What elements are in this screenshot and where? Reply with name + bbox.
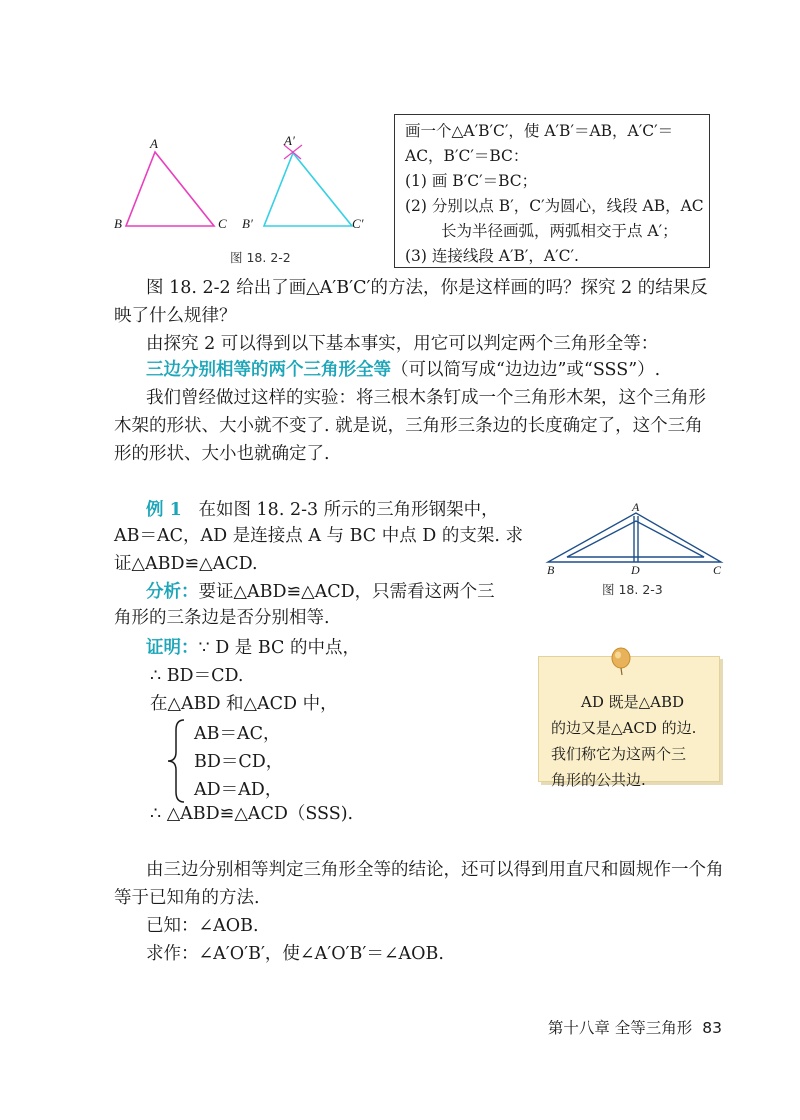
- proof-line-2: ∴ BD＝CD.: [150, 666, 244, 686]
- para4-line-2: 等于已知角的方法.: [114, 888, 260, 908]
- example-line-2: AB＝AC，AD 是连接点 A 与 BC 中点 D 的支架. 求: [114, 526, 524, 546]
- steps-line-3: (1) 画 B′C′＝BC；: [405, 172, 538, 190]
- para1-line-2: 映了什么规律？: [114, 306, 237, 326]
- page-footer: [548, 1016, 722, 1038]
- proof-line-1: [146, 636, 360, 660]
- curly-brace-icon: [158, 716, 188, 806]
- para3-line-1: 我们曾经做过这样的实验：将三根木条钉成一个三角形木架，这个三角形: [146, 388, 706, 408]
- sss-fact-highlight: 三边分别相等的两个三角形全等: [146, 360, 391, 380]
- para3-line-2: 木架的形状、大小就不变了. 就是说，三角形三条边的长度确定了，这个三角: [114, 416, 703, 436]
- proof-text-1: ∵ D 是 BC 的中点，: [198, 638, 360, 658]
- note-line-3: 我们称它为这两个三: [551, 745, 687, 763]
- note-line-4: 角形的公共边.: [551, 771, 646, 789]
- label-c: C: [218, 216, 227, 231]
- example-text-1: 在如图 18. 2-3 所示的三角形钢架中，: [198, 500, 499, 520]
- steps-line-6: (3) 连接线段 A′B′，A′C′.: [405, 247, 579, 265]
- proof-label: 证明：: [146, 638, 199, 658]
- sss-fact-rest: （可以简写成“边边边”或“SSS”）.: [391, 360, 661, 380]
- analysis-line-1: [146, 580, 495, 604]
- label-b-prime: B′: [242, 216, 253, 231]
- proof-line-3: 在△ABD 和△ACD 中，: [150, 694, 338, 714]
- brace-equations: [194, 720, 283, 804]
- label-c-prime: C′: [352, 216, 364, 231]
- example-label: 例 1: [146, 500, 182, 520]
- figure-caption-18-2-3: 图 18. 2-3: [602, 582, 663, 597]
- para2-line-1: 由探究 2 可以得到以下基本事实，用它可以判定两个三角形全等：: [146, 334, 659, 354]
- sss-fact: [146, 358, 660, 382]
- construction-steps-box: [394, 114, 710, 268]
- proof-conclusion: ∴ △ABD≌△ACD（SSS).: [150, 804, 354, 824]
- truss-label-d: D: [631, 563, 640, 577]
- brace-eq-1: AB＝AC，: [194, 724, 281, 744]
- note-line-1: AD 既是△ABD: [581, 693, 685, 711]
- note-line-2: 的边又是△ACD 的边.: [551, 719, 697, 737]
- example-line-1: [146, 498, 499, 522]
- given-line: 已知：∠AOB.: [146, 916, 259, 936]
- chapter-title: 第十八章 全等三角形: [547, 1019, 693, 1037]
- construct-line: 求作：∠A′O′B′，使∠A′O′B′＝∠AOB.: [146, 944, 444, 964]
- truss-label-c: C: [713, 563, 722, 577]
- triangle-abc: [126, 152, 214, 226]
- para3-line-3: 形的形状、大小也就确定了.: [114, 444, 330, 464]
- brace-eq-3: AD＝AD，: [194, 780, 283, 800]
- figure-caption-18-2-2: 图 18. 2-2: [230, 250, 291, 265]
- example-line-3: 证△ABD≌△ACD.: [114, 554, 258, 574]
- triangle-a-prime-b-prime-c-prime: [264, 153, 352, 226]
- analysis-line-2: 角形的三条边是否分别相等.: [114, 608, 330, 628]
- pushpin-icon: [608, 644, 634, 676]
- steps-line-5: 长为半径画弧，两弧相交于点 A′；: [441, 222, 678, 240]
- steps-line-4: (2) 分别以点 B′，C′为圆心，线段 AB，AC: [405, 197, 704, 215]
- truss-label-a: A: [632, 500, 640, 514]
- steps-line-1: 画一个△A′B′C′，使 A′B′＝AB，A′C′＝: [405, 122, 674, 140]
- analysis-label: 分析：: [146, 582, 199, 602]
- para4-line-1: 由三边分别相等判定三角形全等的结论，还可以得到用直尺和圆规作一个角: [146, 860, 724, 880]
- truss-inner: [567, 521, 704, 557]
- page-number: 83: [702, 1019, 722, 1037]
- brace-eq-2: BD＝CD，: [194, 752, 284, 772]
- truss-label-b: B: [547, 563, 555, 577]
- para1-line-1: 图 18. 2-2 给出了画△A′B′C′的方法，你是这样画的吗？探究 2 的结果反: [146, 278, 708, 298]
- steps-line-2: AC，B′C′＝BC：: [405, 147, 529, 165]
- analysis-text-1: 要证△ABD≌△ACD，只需看这两个三: [198, 582, 495, 602]
- label-a-prime: A′: [284, 133, 295, 148]
- label-a: A: [150, 136, 158, 151]
- label-b: B: [114, 216, 122, 231]
